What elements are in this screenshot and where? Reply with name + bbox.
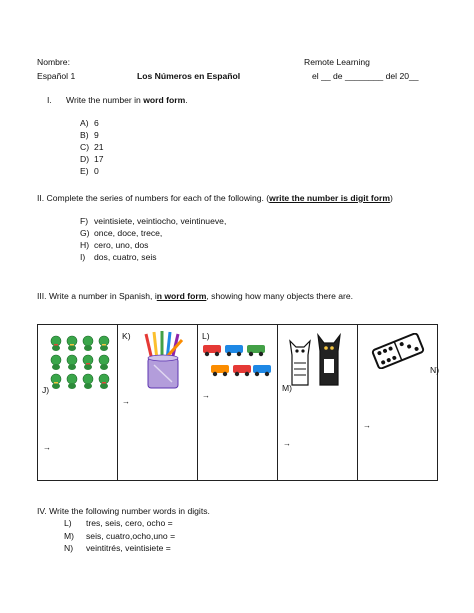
list-item [80,166,99,176]
item-text: tres, seis, cero, ocho = [86,518,173,528]
section3-prompt [37,291,353,301]
item-text: 6 [94,118,99,128]
list-item [64,543,171,553]
list-item [80,154,104,164]
item-letter: H) [80,240,90,250]
objects-table [37,324,438,481]
item-letter: B) [80,130,89,140]
section1-prompt-text: Write the number in [66,95,144,105]
item-text: cero, uno, dos [94,240,149,250]
item-text: dos, cuatro, seis [94,252,157,262]
cell-label: K) [122,331,131,341]
item-text: seis, cuatro,ocho,uno = [86,531,176,541]
list-item [80,240,148,250]
item-letter: M) [64,531,75,541]
cell-label: M) [282,383,293,393]
item-letter: I) [80,252,86,262]
item-text: once, doce, trece, [94,228,163,238]
arrow-icon: → [202,391,210,400]
item-text: veintitrés, veintisiete = [86,543,171,553]
cell-cats [278,325,358,481]
arrow-icon: → [43,443,51,452]
list-item [80,216,226,226]
nombre-label: Nombre: [37,57,70,67]
item-letter: D) [80,154,90,164]
cell-cars [198,325,278,481]
list-item [64,531,175,541]
cell-label: L) [202,331,210,341]
date-line: el __ de ________ del 20__ [312,71,419,81]
cats-icon [286,329,348,387]
arrow-icon: → [363,421,371,430]
list-item [80,118,99,128]
arrow-icon: → [283,439,291,448]
section3-prompt-end: , showing how many objects there are. [206,291,354,301]
section4-prompt: IV. Write the following number words in digits. [37,506,210,516]
section2-prompt-bold: write the number is digit form [269,193,390,203]
list-item [64,518,173,528]
class-label: Español 1 [37,71,76,81]
cars-icon [201,341,273,383]
cell-label: N) [430,365,440,375]
section2-prompt-end: ) [389,193,393,203]
section1-number: I. [47,95,52,105]
arrow-icon: → [122,397,130,406]
domino-icon [368,333,428,369]
item-letter: L) [64,518,72,528]
section2-prompt [37,193,393,203]
cell-label: J) [42,385,50,395]
section1-prompt-end: . [185,95,188,105]
item-text: 17 [94,154,104,164]
list-item [80,228,162,238]
page-title: Los Números en Español [137,71,241,81]
item-letter: N) [64,543,74,553]
item-letter: F) [80,216,89,226]
item-text: veintisiete, veintiocho, veintinueve, [94,216,227,226]
section2-prompt-text: II. Complete the series of numbers for each of the following. ( [37,193,270,203]
item-letter: A) [80,118,89,128]
list-item [80,252,157,262]
item-text: 9 [94,130,99,140]
cell-frogs [38,325,118,481]
section3-prompt-bold: n word form [156,291,207,301]
frogs-icon [46,333,116,391]
item-letter: G) [80,228,90,238]
list-item [80,130,99,140]
pencil-cup-icon [142,330,186,390]
section1-prompt [66,95,188,105]
item-letter: C) [80,142,90,152]
remote-learning-label: Remote Learning [304,57,370,67]
cell-pencils [118,325,198,481]
item-text: 0 [94,166,99,176]
list-item [80,142,104,152]
section1-prompt-bold: word form [143,95,186,105]
section3-prompt-text: III. Write a number in Spanish, i [37,291,157,301]
cell-domino [358,325,438,481]
item-letter: E) [80,166,89,176]
item-text: 21 [94,142,104,152]
